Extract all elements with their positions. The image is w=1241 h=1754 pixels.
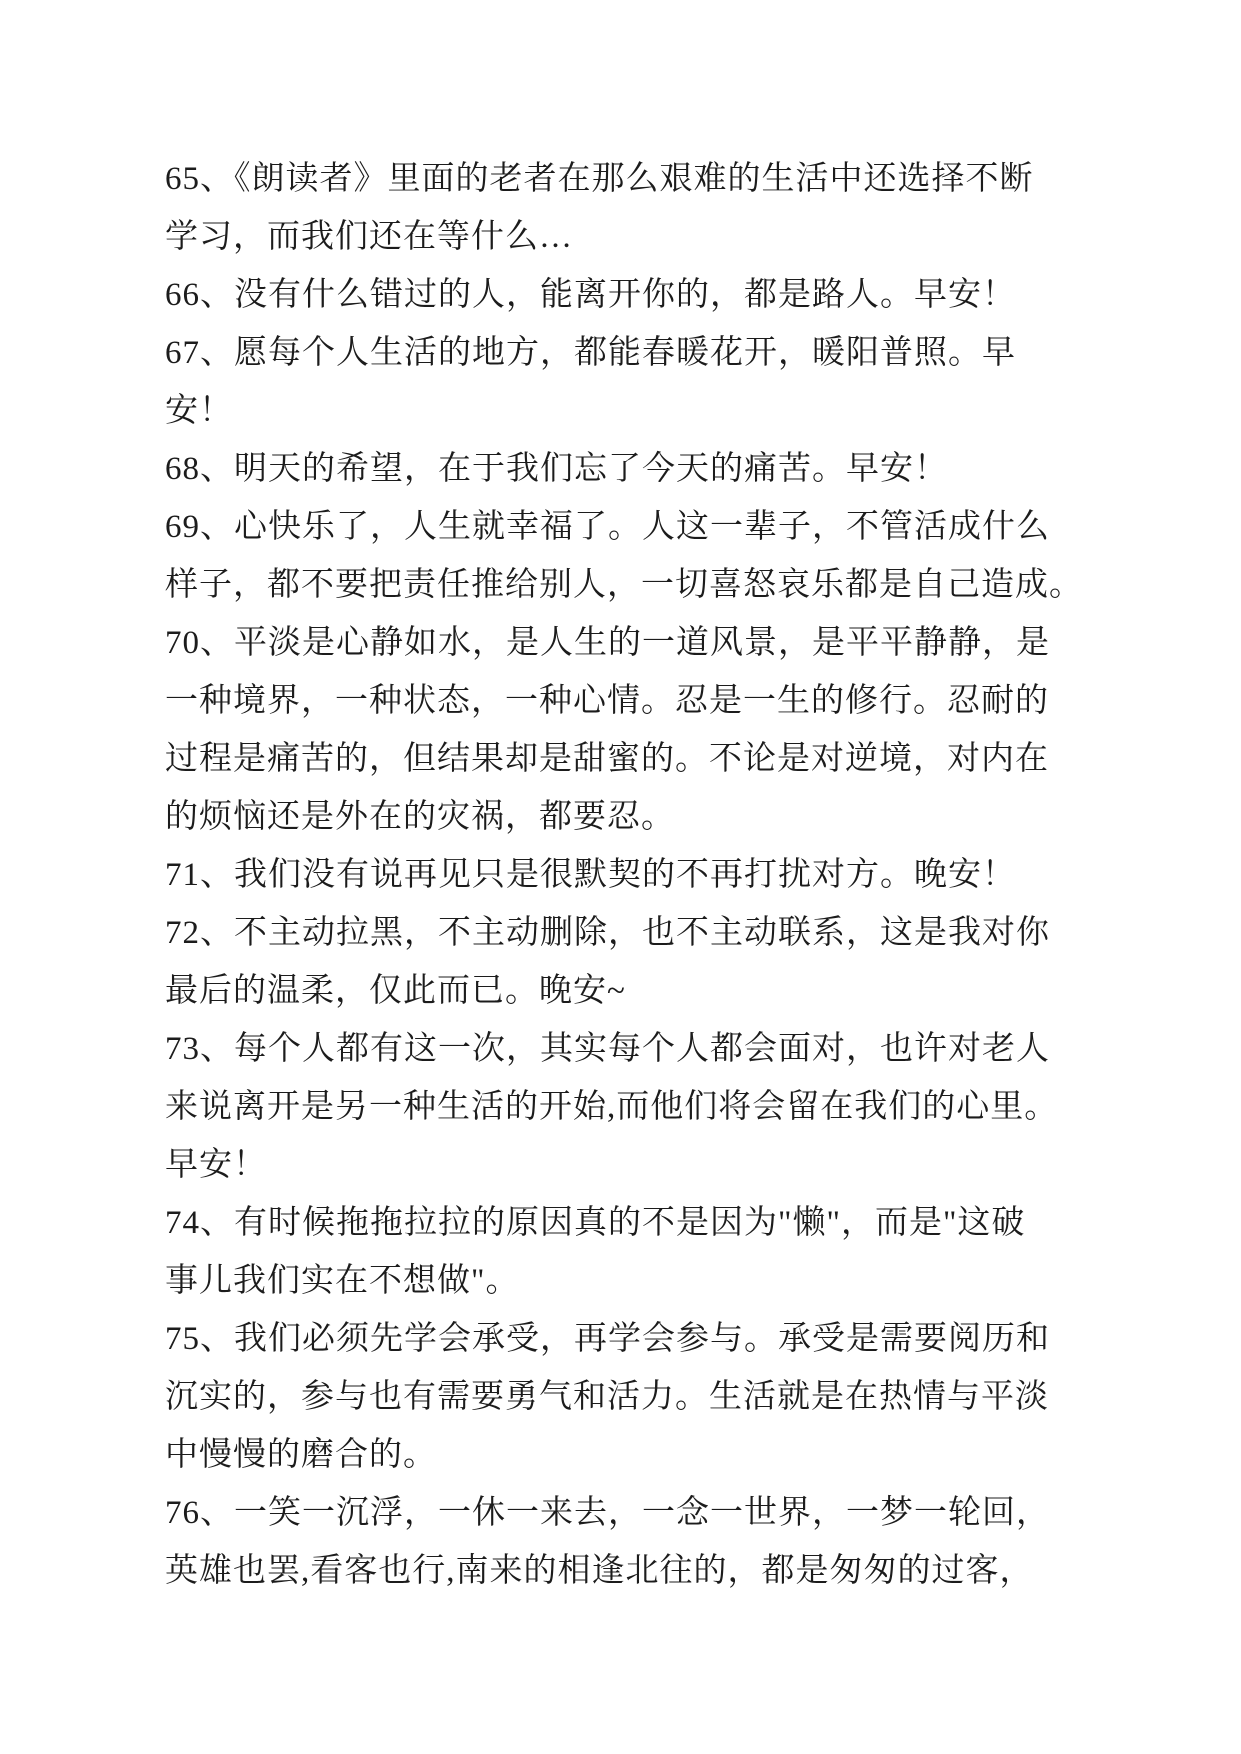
quote-item-76: [165, 1484, 1083, 1600]
quote-line: 的烦恼还是外在的灾祸，都要忍。: [165, 799, 675, 835]
quote-line: 中慢慢的磨合的。: [165, 1437, 437, 1473]
quote-item-71: [165, 846, 1083, 904]
quote-line: 英雄也罢,看客也行,南来的相逢北往的，都是匆匆的过客，: [165, 1553, 1034, 1589]
quote-item-73: [165, 1020, 1083, 1194]
quote-line: 68、明天的希望，在于我们忘了今天的痛苦。早安！: [165, 451, 948, 487]
quote-line: 一种境界，一种状态，一种心情。忍是一生的修行。忍耐的: [165, 683, 1049, 719]
quote-line: 沉实的，参与也有需要勇气和活力。生活就是在热情与平淡: [165, 1379, 1049, 1415]
quote-item-67: [165, 324, 1083, 440]
quote-line: 来说离开是另一种生活的开始,而他们将会留在我们的心里。: [165, 1089, 1059, 1125]
quote-line: 73、每个人都有这一次，其实每个人都会面对，也许对老人: [165, 1031, 1050, 1067]
quote-line: 过程是痛苦的，但结果却是甜蜜的。不论是对逆境，对内在: [165, 741, 1049, 777]
quote-line: 76、一笑一沉浮，一休一来去，一念一世界，一梦一轮回，: [165, 1495, 1050, 1531]
quote-list: [165, 150, 1083, 1600]
quote-line: 66、没有什么错过的人，能离开你的，都是路人。早安！: [165, 277, 1016, 313]
quote-line: 69、心快乐了，人生就幸福了。人这一辈子，不管活成什么: [165, 509, 1050, 545]
quote-line: 65、《朗读者》里面的老者在那么艰难的生活中还选择不断: [165, 161, 1034, 197]
quote-line: 72、不主动拉黑，不主动删除，也不主动联系，这是我对你: [165, 915, 1050, 951]
quote-item-68: [165, 440, 1083, 498]
quote-item-72: [165, 904, 1083, 1020]
quote-item-70: [165, 614, 1083, 846]
quote-line: 67、愿每个人生活的地方，都能春暖花开，暖阳普照。早安！: [165, 335, 1016, 429]
quote-item-65: [165, 150, 1083, 266]
quote-line: 71、我们没有说再见只是很默契的不再打扰对方。晚安！: [165, 857, 1016, 893]
quote-item-66: [165, 266, 1083, 324]
quote-line: 最后的温柔，仅此而已。晚安~: [165, 973, 626, 1009]
quote-line: 早安！: [165, 1147, 267, 1183]
quote-line: 75、我们必须先学会承受，再学会参与。承受是需要阅历和: [165, 1321, 1050, 1357]
quote-line: 样子，都不要把责任推给别人，一切喜怒哀乐都是自己造成。: [165, 567, 1083, 603]
quote-item-74: [165, 1194, 1083, 1310]
quote-line: 74、有时候拖拖拉拉的原因真的不是因为"懒"，而是"这破: [165, 1205, 1026, 1241]
quote-line: 70、平淡是心静如水，是人生的一道风景，是平平静静，是: [165, 625, 1050, 661]
quote-item-75: [165, 1310, 1083, 1484]
quote-item-69: [165, 498, 1083, 614]
quote-line: 事儿我们实在不想做"。: [165, 1263, 520, 1299]
quote-line: 学习，而我们还在等什么…: [165, 219, 573, 255]
